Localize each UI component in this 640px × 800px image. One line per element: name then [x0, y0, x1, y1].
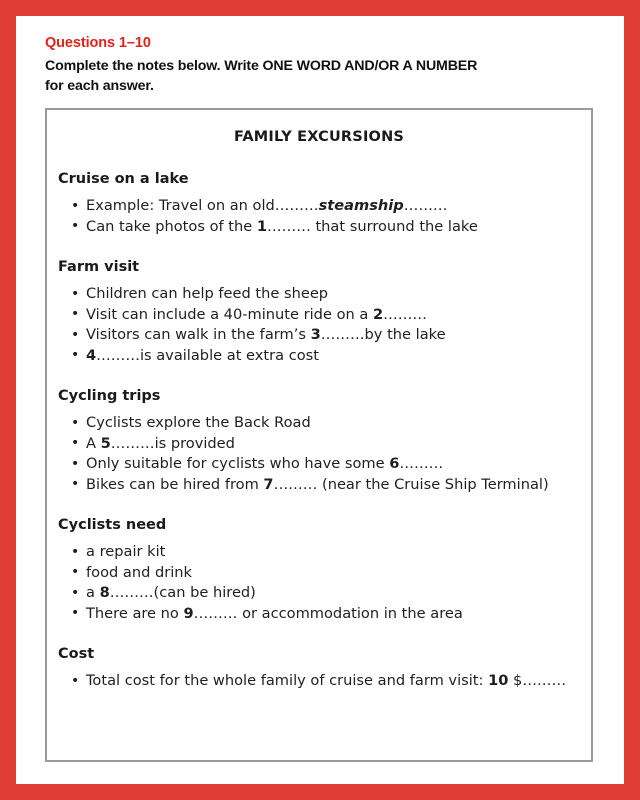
answer-blank[interactable]: ……… — [96, 346, 140, 364]
answer-blank[interactable]: ……… — [109, 584, 154, 601]
note-item — [71, 305, 591, 326]
section-item-list — [47, 187, 591, 237]
note-text: Visitors can walk in the farm’s — [86, 326, 311, 343]
note-text: (near the Cruise Ship Terminal) — [317, 475, 549, 493]
note-item — [71, 196, 591, 217]
notes-section — [47, 145, 591, 237]
instruction-text: Complete the notes below. Write ONE WORD AND/OR A NUMBER for each answer. — [45, 58, 478, 94]
note-item — [71, 542, 591, 563]
answer-blank[interactable]: ……… — [320, 326, 365, 343]
answer-blank[interactable]: ……… — [522, 672, 567, 689]
question-number: 2 — [372, 305, 384, 323]
question-header — [16, 16, 624, 96]
note-text: Visit can include a 40-minute ride on a — [86, 305, 373, 323]
note-item — [71, 217, 591, 238]
answer-blank[interactable]: ……… — [193, 604, 238, 622]
section-item-list — [47, 404, 591, 495]
notes-box — [45, 108, 593, 762]
note-text: Cyclists explore the Back Road — [86, 414, 311, 431]
note-text: a — [86, 584, 100, 601]
question-number: 7 — [263, 475, 274, 493]
note-text: Can take photos of the — [86, 217, 257, 235]
note-text: (can be hired) — [153, 584, 256, 601]
question-number: 10 — [488, 672, 509, 689]
question-number: 4 — [86, 346, 97, 364]
note-text: a repair kit — [86, 543, 166, 560]
question-number: 1 — [256, 217, 268, 235]
answer-blank[interactable]: ……… — [267, 217, 311, 235]
note-text: or accommodation in the area — [237, 604, 463, 622]
answer-blank[interactable]: ……… — [403, 197, 448, 214]
note-item — [71, 563, 591, 584]
question-number: 9 — [183, 604, 194, 622]
section-heading: Cycling trips — [58, 388, 161, 404]
question-number: 5 — [100, 434, 111, 452]
note-item — [71, 671, 591, 692]
note-item — [71, 284, 591, 305]
note-text: A — [86, 434, 101, 452]
note-text: Total cost for the whole family of cruise and farm visit: — [86, 672, 489, 689]
note-text: is available at extra cost — [139, 346, 319, 364]
notes-section — [47, 237, 591, 366]
section-heading: Farm visit — [58, 259, 140, 275]
section-item-list — [47, 275, 591, 366]
note-item — [71, 454, 591, 475]
note-item — [71, 604, 591, 625]
notes-section — [47, 366, 591, 495]
note-text: Only suitable for cyclists who have some — [86, 455, 390, 472]
example-answer: steamship — [318, 197, 404, 214]
section-heading: Cyclists need — [58, 517, 167, 533]
note-item — [71, 413, 591, 434]
notes-sections — [47, 145, 591, 692]
questions-range-title: Questions 1–10 — [45, 35, 151, 51]
note-text: food and drink — [86, 563, 193, 581]
section-heading: Cost — [58, 646, 95, 662]
answer-blank[interactable]: ……… — [273, 475, 318, 493]
answer-blank[interactable]: ……… — [399, 455, 444, 472]
note-item — [71, 346, 591, 367]
note-text: Children can help feed the sheep — [86, 285, 329, 302]
worksheet-page — [16, 16, 624, 784]
notes-section — [47, 495, 591, 624]
notes-title: FAMILY EXCURSIONS — [233, 129, 405, 145]
question-number: 6 — [389, 455, 400, 472]
note-text: Example: Travel on an old — [86, 197, 275, 214]
answer-blank[interactable]: ……… — [274, 197, 319, 214]
section-heading: Cruise on a lake — [58, 171, 189, 187]
note-text: Bikes can be hired from — [86, 475, 264, 493]
answer-blank[interactable]: ……… — [110, 434, 155, 452]
section-item-list — [47, 662, 591, 692]
note-text: is provided — [154, 434, 235, 452]
section-item-list — [47, 533, 591, 624]
note-text: $ — [508, 672, 523, 689]
notes-section — [47, 624, 591, 692]
note-item — [71, 434, 591, 455]
note-item — [71, 475, 591, 496]
note-item — [71, 583, 591, 604]
question-number: 3 — [310, 326, 321, 343]
question-number: 8 — [99, 584, 110, 601]
note-item — [71, 325, 591, 346]
note-text: There are no — [86, 604, 184, 622]
answer-blank[interactable]: ……… — [383, 305, 427, 323]
note-text: by the lake — [364, 326, 446, 343]
note-text: that surround the lake — [310, 217, 478, 235]
